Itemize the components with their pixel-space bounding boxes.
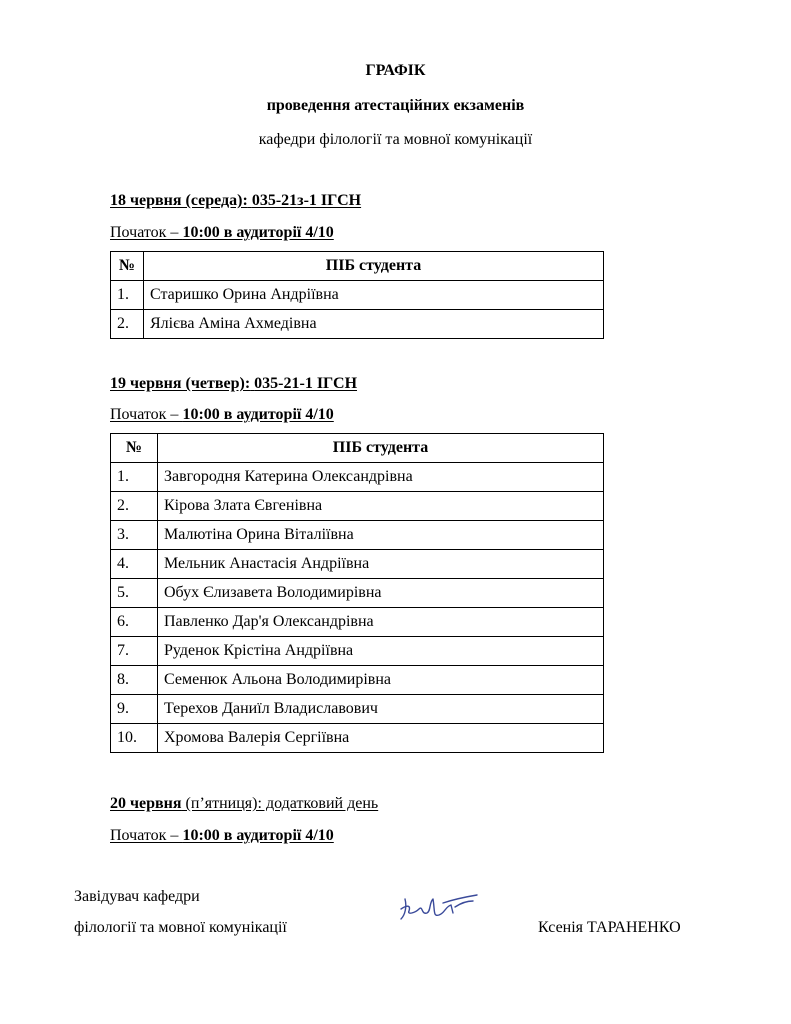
student-name: Терехов Даниїл Владиславович [158, 695, 604, 724]
student-name: Павленко Дар'я Олександрівна [158, 608, 604, 637]
student-num: 6. [111, 608, 158, 637]
day-3-start-label: Початок – [110, 827, 183, 844]
student-name: Малютіна Орина Віталіївна [158, 521, 604, 550]
department-name: кафедри філології та мовної комунікації [258, 131, 533, 148]
document-title: ГРАФІК [365, 62, 426, 79]
student-num: 7. [111, 637, 158, 666]
table-row [111, 724, 604, 753]
table-row [111, 666, 604, 695]
student-name: Мельник Анастасія Андріївна [158, 550, 604, 579]
day-2-heading [110, 375, 357, 393]
table-row [111, 521, 604, 550]
day-1-start-label: Початок – [110, 224, 183, 241]
table-row [111, 579, 604, 608]
table-row [111, 281, 604, 310]
student-name: Ялієва Аміна Ахмедівна [144, 310, 604, 339]
day-2-date: 19 червня (четвер): [110, 375, 251, 392]
table-row [111, 608, 604, 637]
student-name: Старишко Орина Андріївна [144, 281, 604, 310]
col-num-header: № [111, 252, 144, 281]
day-3-start [110, 827, 334, 845]
student-num: 1. [111, 281, 144, 310]
student-num: 8. [111, 666, 158, 695]
table-row [111, 310, 604, 339]
student-num: 2. [111, 492, 158, 521]
table-row [111, 492, 604, 521]
day-1-students-table [110, 251, 604, 339]
student-name: Руденок Крістіна Андріївна [158, 637, 604, 666]
student-name: Обух Єлизавета Володимирівна [158, 579, 604, 608]
head-position-line-2: філології та мовної комунікації [74, 919, 287, 936]
document-subtitle: проведення атестаційних екзаменів [266, 97, 525, 114]
student-name: Семенюк Альона Володимирівна [158, 666, 604, 695]
table-row [111, 463, 604, 492]
student-num: 10. [111, 724, 158, 753]
table-row [111, 695, 604, 724]
student-num: 3. [111, 521, 158, 550]
head-position-line-1: Завідувач кафедри [74, 888, 200, 905]
signature-image [393, 885, 483, 925]
table-header-row [111, 252, 604, 281]
day-1-heading [110, 192, 361, 210]
student-num: 9. [111, 695, 158, 724]
student-num: 1. [111, 463, 158, 492]
col-name-header: ПІБ студента [158, 434, 604, 463]
day-3-start-value: 10:00 в аудиторії 4/10 [182, 827, 334, 844]
day-2-start-value: 10:00 в аудиторії 4/10 [182, 406, 334, 423]
student-num: 2. [111, 310, 144, 339]
day-1-start-value: 10:00 в аудиторії 4/10 [182, 224, 334, 241]
day-1-date: 18 червня (середа): [110, 192, 248, 209]
day-2-students-table [110, 433, 604, 753]
student-name: Хромова Валерія Сергіївна [158, 724, 604, 753]
table-header-row [111, 434, 604, 463]
col-num-header: № [111, 434, 158, 463]
student-num: 5. [111, 579, 158, 608]
student-name: Завгородня Катерина Олександрівна [158, 463, 604, 492]
day-1-start [110, 224, 334, 242]
student-name: Кірова Злата Євгенівна [158, 492, 604, 521]
day-3-date: 20 червня [110, 795, 182, 812]
day-3-desc: (п’ятниця): додатковий день [181, 795, 379, 812]
day-3-heading [110, 795, 378, 813]
student-num: 4. [111, 550, 158, 579]
day-2-start [110, 406, 334, 424]
day-2-group: 035-21-1 ІГСН [254, 375, 358, 392]
day-1-group: 035-21з-1 ІГСН [251, 192, 362, 209]
col-name-header: ПІБ студента [144, 252, 604, 281]
day-2-start-label: Початок – [110, 406, 183, 423]
table-row [111, 637, 604, 666]
table-row [111, 550, 604, 579]
head-name: Ксенія ТАРАНЕНКО [538, 919, 681, 936]
